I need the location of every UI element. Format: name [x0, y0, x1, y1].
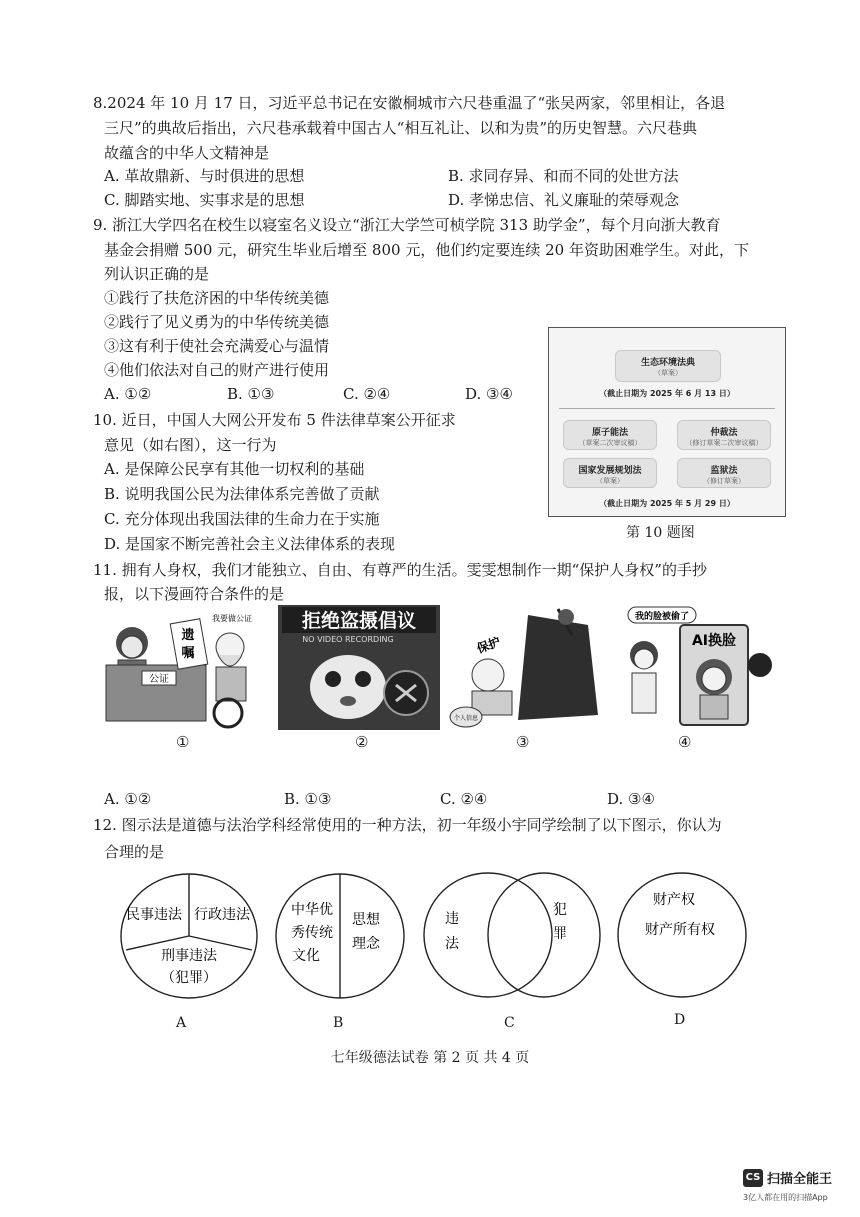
scanner-tagline: 3亿人都在用的扫描App [743, 1193, 828, 1202]
q10-figure-item-3 [563, 458, 657, 488]
q9-option-d: D. ③④ [465, 385, 513, 403]
diagram-c-right-1: 犯 [553, 902, 567, 918]
diagram-b [272, 870, 408, 1002]
q9-option-c: C. ②④ [343, 385, 391, 403]
diagram-d-line-1: 财产权 [653, 892, 695, 908]
cartoon-4-number: ④ [678, 733, 692, 751]
diagram-c-left-2: 法 [445, 936, 459, 952]
q10-option-a: A. 是保障公民享有其他一切权利的基础 [104, 460, 365, 478]
cartoon-3-label: 保护 [474, 634, 503, 656]
diagram-a-left: 民事违法 [126, 907, 182, 923]
page-footer: 七年级德法试卷 第 2 页 共 4 页 [330, 1050, 530, 1066]
cartoon-1-will-char-1: 遗 [181, 628, 195, 643]
scanner-brand-name: 扫描全能王 [767, 1172, 833, 1187]
diagram-a-bottom-2: （犯罪） [161, 970, 217, 986]
cartoon-2-title: 拒绝盗摄倡议 [301, 610, 417, 632]
cartoon-4-speech: 我的脸被偷了 [634, 612, 690, 622]
q8-option-b: B. 求同存异、和而不同的处世方法 [448, 167, 679, 185]
q8-line-3: 故蕴含的中华人文精神是 [104, 144, 270, 162]
q9-option-a: A. ①② [104, 385, 152, 403]
diagram-b-right-2: 理念 [352, 936, 380, 952]
q10-figure-top-title: 生态环境法典 [640, 358, 695, 368]
q10-figure-item-1-sub: （草案二次审议稿） [578, 439, 642, 447]
q8-option-c: C. 脚踏实地、实事求是的思想 [104, 191, 305, 209]
q10-figure-top-item [615, 350, 721, 382]
cartoon-1-number: ① [176, 733, 190, 751]
diagram-a-right: 行政违法 [194, 907, 250, 923]
q10-figure-item-2-sub: （修订草案二次审议稿） [685, 439, 763, 447]
q10-figure-item-3-title: 国家发展规划法 [578, 466, 642, 476]
q11-option-d: D. ③④ [607, 790, 655, 808]
diagram-c-right-2: 罪 [553, 926, 567, 942]
q9-statement-1: ①践行了扶危济困的中华传统美德 [104, 289, 330, 307]
q8-option-d: D. 孝悌忠信、礼义廉耻的荣辱观念 [448, 191, 680, 209]
q10-figure [548, 327, 786, 517]
q10-figure-top-sub: （草案） [654, 369, 682, 377]
q11-option-a: A. ①② [104, 790, 152, 808]
q9-line-3: 列认识正确的是 [104, 265, 210, 283]
q10-line-1: 10. 近日，中国人大网公开发布 5 件法律草案公开征求 [93, 411, 456, 429]
q10-figure-deadline-1: （截止日期为 2025 年 6 月 13 日） [599, 389, 735, 398]
diagram-b-right-1: 思想 [352, 912, 380, 928]
q9-statement-2: ②践行了见义勇为的中华传统美德 [104, 313, 330, 331]
q12-line-1: 12. 图示法是道德与法治学科经常使用的一种方法，初一年级小宇同学绘制了以下图示，你认为 [93, 816, 722, 834]
diagram-d [614, 868, 750, 1002]
q10-figure-item-1 [563, 420, 657, 450]
diagram-a [118, 870, 260, 1002]
q8-option-a: A. 革故鼎新、与时俱进的思想 [104, 167, 305, 185]
q11-line-1: 11. 拥有人身权，我们才能独立、自由、有尊严的生活。雯雯想制作一期“保护人身权”的手抄 [93, 561, 707, 579]
q10-figure-caption: 第 10 题图 [626, 525, 695, 541]
diagram-b-left-2: 秀传统 [291, 925, 333, 941]
cartoon-3-number: ③ [516, 733, 530, 751]
q10-option-d: D. 是国家不断完善社会主义法律体系的表现 [104, 535, 396, 553]
diagram-b-left-3: 文化 [292, 948, 320, 964]
diagram-b-left-1: 中华优 [291, 902, 333, 918]
q11-option-c: C. ②④ [440, 790, 488, 808]
q10-figure-item-3-sub: （草案） [596, 477, 624, 485]
q9-statement-3: ③这有利于使社会充满爱心与温情 [104, 337, 330, 355]
q8-line-1: 8.2024 年 10 月 17 日，习近平总书记在安徽桐城市六尺巷重温了“张吴两家，邻里相让，各退 [93, 94, 726, 112]
q10-figure-deadline-2: （截止日期为 2025 年 5 月 29 日） [599, 499, 735, 508]
q9-statement-4: ④他们依法对自己的财产进行使用 [104, 361, 330, 379]
cartoon-4-ai-face-swap [622, 605, 774, 730]
q10-option-b: B. 说明我国公民为法律体系完善做了贡献 [104, 485, 380, 503]
diagram-c-left-1: 违 [445, 911, 459, 927]
cartoon-2-no-recording [278, 605, 440, 730]
diagram-b-letter: B [333, 1015, 344, 1031]
cartoon-1-notary [100, 605, 262, 730]
cartoon-3-protect-info [448, 605, 606, 730]
cartoon-1-desk-sign: 公证 [149, 674, 169, 685]
q10-figure-item-1-title: 原子能法 [591, 428, 628, 438]
cartoon-3-bag-label: 个人信息 [453, 715, 479, 722]
q12-line-2: 合理的是 [104, 843, 165, 861]
q10-figure-divider [559, 408, 775, 409]
cartoon-1-speech: 我要做公证 [212, 614, 252, 623]
q10-figure-item-2-title: 仲裁法 [710, 428, 738, 438]
q10-figure-item-4 [677, 458, 771, 488]
cartoon-1-will-char-2: 嘱 [181, 646, 195, 661]
q10-figure-item-4-title: 监狱法 [710, 466, 738, 476]
cartoon-2-number: ② [355, 733, 369, 751]
q10-option-c: C. 充分体现出我国法律的生命力在于实施 [104, 510, 380, 528]
diagram-a-bottom-1: 刑事违法 [161, 948, 217, 964]
cartoon-4-screen-label: AI换脸 [691, 633, 737, 649]
q11-line-2: 报，以下漫画符合条件的是 [104, 585, 285, 603]
q11-option-b: B. ①③ [284, 790, 332, 808]
diagram-a-letter: A [176, 1015, 187, 1031]
q10-figure-item-2 [677, 420, 771, 450]
q8-line-2: 三尺”的典故后指出，六尺巷承载着中国古人“相互礼让、以和为贵”的历史智慧。六尺巷典 [104, 119, 698, 137]
q9-line-1: 9. 浙江大学四名在校生以寝室名义设立“浙江大学竺可桢学院 313 助学金”，每个月向浙大教育 [93, 216, 721, 234]
diagram-c-letter: C [504, 1015, 515, 1031]
q10-figure-item-4-sub: （修订草案） [703, 477, 745, 485]
scanner-logo-icon: CS [743, 1169, 763, 1187]
diagram-c [420, 868, 602, 1002]
q9-option-b: B. ①③ [227, 385, 275, 403]
cartoon-2-subtitle: NO VIDEO RECORDING [302, 635, 394, 644]
diagram-d-line-2: 财产所有权 [645, 922, 715, 938]
q9-line-2: 基金会捐赠 500 元，研究生毕业后增至 800 元，他们约定要连续 20 年资助困难学生。对此，下 [104, 241, 749, 259]
diagram-d-letter: D [674, 1012, 686, 1028]
q10-line-2: 意见（如右图），这一行为 [104, 436, 277, 454]
